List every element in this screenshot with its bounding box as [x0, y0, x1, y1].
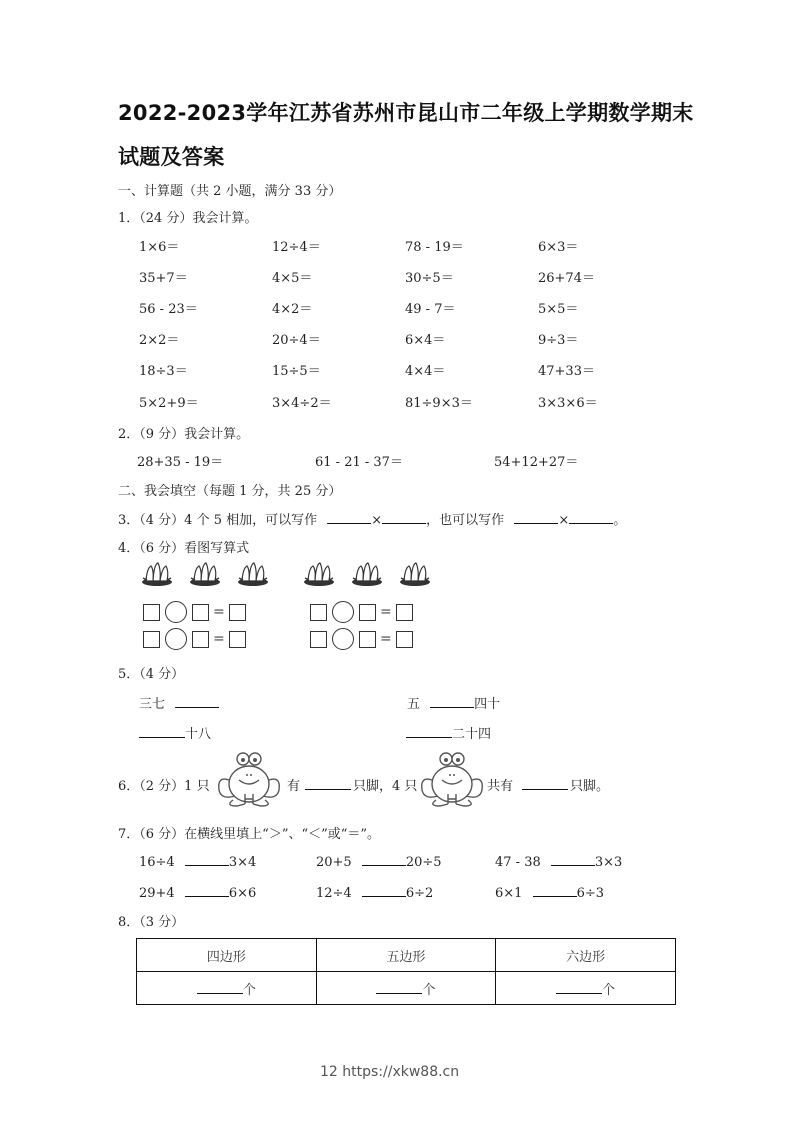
q7-right: 3×4 [228, 855, 257, 870]
q1-item: 81÷9×3＝ [405, 396, 473, 411]
q3-end: 。 [613, 513, 627, 528]
q3-blank-1[interactable] [327, 510, 371, 524]
q4-equation-4 [310, 628, 413, 650]
answer-box[interactable] [310, 631, 327, 648]
q1-item: 3×4÷2＝ [272, 396, 332, 411]
header-quadrilateral: 四边形 [137, 939, 317, 972]
q1-item: 4×2＝ [272, 302, 313, 317]
unit-label: 个 [602, 982, 616, 998]
q4-equation-2 [143, 628, 246, 650]
q7-left: 47 - 38 [495, 855, 541, 870]
operator-circle[interactable] [165, 628, 187, 650]
answer-cell [316, 972, 496, 1005]
q7-blank[interactable] [185, 852, 229, 866]
answer-box[interactable] [229, 631, 246, 648]
q3-times-2: × [558, 513, 570, 528]
q5-blank[interactable] [406, 724, 452, 738]
q7-blank[interactable] [533, 883, 577, 897]
q5-item-4 [406, 723, 491, 742]
frog-icon [215, 750, 283, 808]
q4-equation-3 [310, 601, 413, 623]
q5-before: 三七 [139, 697, 166, 712]
answer-box[interactable] [229, 604, 246, 621]
q1-item: 78 - 19＝ [405, 240, 464, 255]
answer-box[interactable] [143, 631, 160, 648]
q1-item: 5×5＝ [538, 302, 579, 317]
q7-compare [139, 852, 256, 870]
q5-after: 四十 [474, 697, 501, 712]
answer-box[interactable] [192, 631, 209, 648]
answer-box[interactable] [192, 604, 209, 621]
q6-part1: 6．（2 分）1 只 [118, 779, 210, 794]
q2-item: 28+35 - 19＝ [137, 455, 224, 470]
q8-blank[interactable] [197, 980, 243, 994]
q7-right: 6×6 [228, 886, 257, 901]
q1-item: 20÷4＝ [272, 333, 321, 348]
table-row [137, 972, 676, 1005]
q1-item: 6×3＝ [538, 240, 579, 255]
q5-before: 五 [407, 697, 421, 712]
answer-cell [496, 972, 676, 1005]
q1-item: 30÷5＝ [405, 271, 454, 286]
q5-after: 二十四 [452, 727, 492, 742]
q7-blank[interactable] [362, 852, 406, 866]
fruit-plate-icon [188, 560, 222, 588]
header-pentagon: 五边形 [316, 939, 496, 972]
q1-item: 1×6＝ [139, 240, 180, 255]
q7-label: 7．（6 分）在横线里填上“＞”、“＜”或“＝”。 [118, 827, 381, 842]
operator-circle[interactable] [165, 601, 187, 623]
q4-label: 4．（6 分）看图写算式 [118, 541, 250, 556]
q8-blank[interactable] [376, 980, 422, 994]
q8-label: 8．（3 分） [118, 915, 185, 930]
q7-compare [495, 852, 622, 870]
answer-box[interactable] [143, 604, 160, 621]
q7-right: 3×3 [594, 855, 623, 870]
q4-picture-group-2 [302, 560, 432, 588]
equals-sign: = [380, 631, 392, 647]
q7-blank[interactable] [551, 852, 595, 866]
q7-right: 6÷3 [576, 886, 605, 901]
q6-part3: 只脚，4 只 [353, 779, 418, 794]
q3-blank-3[interactable] [514, 510, 558, 524]
fruit-plate-icon [398, 560, 432, 588]
answer-box[interactable] [310, 604, 327, 621]
q6-blank-2[interactable] [522, 776, 568, 790]
q7-right: 6÷2 [405, 886, 434, 901]
q1-item: 47+33＝ [538, 364, 595, 379]
q1-label: 1．（24 分）我会计算。 [118, 211, 258, 226]
q5-after: 十八 [185, 727, 212, 742]
answer-box[interactable] [396, 631, 413, 648]
answer-box[interactable] [359, 631, 376, 648]
operator-circle[interactable] [332, 628, 354, 650]
q1-item: 3×3×6＝ [538, 396, 598, 411]
q1-item: 18÷3＝ [139, 364, 188, 379]
q7-compare [316, 883, 433, 901]
q2-item: 61 - 21 - 37＝ [315, 455, 403, 470]
answer-box[interactable] [396, 604, 413, 621]
equals-sign: = [213, 604, 225, 620]
q6-part5: 只脚。 [570, 779, 610, 794]
equals-sign: = [380, 604, 392, 620]
fruit-plate-icon [140, 560, 174, 588]
q7-left: 12÷4 [316, 886, 352, 901]
unit-label: 个 [242, 982, 256, 998]
q6-blank-1[interactable] [305, 776, 351, 790]
q1-item: 49 - 7＝ [405, 302, 456, 317]
operator-circle[interactable] [332, 601, 354, 623]
q8-shapes-table [136, 938, 676, 1005]
q5-item-3 [139, 723, 211, 742]
q7-blank[interactable] [185, 883, 229, 897]
q1-item: 12÷4＝ [272, 240, 321, 255]
section2-heading: 二、我会填空（每题 1 分，共 25 分） [118, 484, 342, 499]
q1-item: 15÷5＝ [272, 364, 321, 379]
q3-blank-4[interactable] [569, 510, 613, 524]
q4-picture-group-1 [140, 560, 270, 588]
q7-compare [316, 852, 442, 870]
q6-part2: 有 [287, 779, 301, 794]
q3-middle: ，也可以写作 [426, 513, 505, 528]
frog-icon [418, 750, 486, 808]
q7-left: 6×1 [495, 886, 523, 901]
q4-equation-1 [143, 601, 246, 623]
q7-compare [495, 883, 604, 901]
q7-right: 20÷5 [405, 855, 442, 870]
q7-blank[interactable] [362, 883, 406, 897]
q5-blank[interactable] [175, 694, 219, 708]
unit-label: 个 [422, 982, 436, 998]
fruit-plate-icon [236, 560, 270, 588]
q5-item-2 [407, 693, 500, 712]
q1-item: 4×4＝ [405, 364, 446, 379]
q1-item: 56 - 23＝ [139, 302, 198, 317]
page-footer: 12 https://xkw88.cn [320, 1064, 460, 1080]
equals-sign: = [213, 631, 225, 647]
q5-blank[interactable] [139, 724, 185, 738]
q1-item: 5×2+9＝ [139, 396, 199, 411]
fruit-plate-icon [302, 560, 336, 588]
q8-blank[interactable] [556, 980, 602, 994]
q5-blank[interactable] [430, 694, 474, 708]
q5-item-1 [139, 693, 219, 712]
q1-item: 9÷3＝ [538, 333, 579, 348]
q5-label: 5．（4 分） [118, 667, 185, 682]
q7-left: 29+4 [139, 886, 175, 901]
q2-label: 2．（9 分）我会计算。 [118, 427, 250, 442]
q1-item: 26+74＝ [538, 271, 595, 286]
q6-part4: 共有 [487, 779, 514, 794]
answer-cell [137, 972, 317, 1005]
section1-heading: 一、计算题（共 2 小题，满分 33 分） [118, 184, 342, 199]
q7-compare [139, 883, 256, 901]
fruit-plate-icon [350, 560, 384, 588]
document-title-line1: 2022-2023学年江苏省苏州市昆山市二年级上学期数学期末 [118, 101, 694, 125]
q3-blank-2[interactable] [382, 510, 426, 524]
q1-item: 2×2＝ [139, 333, 180, 348]
q7-left: 16÷4 [139, 855, 175, 870]
q3-times: × [371, 513, 383, 528]
header-hexagon: 六边形 [496, 939, 676, 972]
answer-box[interactable] [359, 604, 376, 621]
q7-left: 20+5 [316, 855, 352, 870]
q2-item: 54+12+27＝ [494, 455, 579, 470]
q3-prefix: 3．（4 分）4 个 5 相加，可以写作 [118, 513, 318, 528]
q1-item: 6×4＝ [405, 333, 446, 348]
q1-item: 35+7＝ [139, 271, 188, 286]
document-title-line2: 试题及答案 [118, 145, 225, 169]
table-header-row [137, 939, 676, 972]
q1-item: 4×5＝ [272, 271, 313, 286]
q3 [118, 509, 626, 528]
